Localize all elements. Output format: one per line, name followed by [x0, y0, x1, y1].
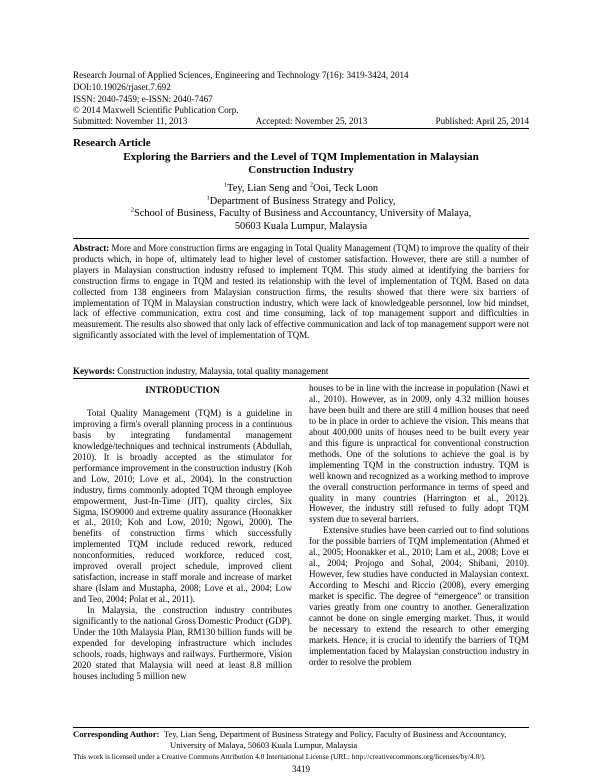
affiliation-3: 50603 Kuala Lumpur, Malaysia — [234, 220, 368, 232]
abstract — [73, 243, 529, 341]
abstract-text: More and More construction firms are engaging in Total Quality Management (TQM) to improve the quality of their products which, in hope of, ultimately lead to higher level of customer satisfaction. However, there are still a number of players in Malaysian construction industry refused to implement TQM. This study aimed at identifying the barriers for construction firms to engage in TQM and tested its relationship with the level of implementation of TQM. Based on data collected from 138 engineers from Malaysian construction firms, the results showed that there were six barriers of implementation of TQM in Malaysian construction industry, which were lack of knowledgeable personnel, low bid mindset, lack of effective communication, extra cost and time consuming, lack of top management support and difficulties in measurement. The results also showed that only lack of effective communication and lack of top management support were not significantly associated with the level of implementation of TQM. — [73, 243, 530, 341]
corresponding-label: Corresponding Author: — [73, 729, 160, 739]
license-note: This work is licensed under a Creative Commons Attribution 4.0 International License (URL: http://creativecommons.org/licenses/by/4.0/). — [73, 752, 486, 761]
corresponding-author: Corresponding Author: Tey, Lian Seng, Department of Business Strategy and Policy, Faculty of Business and Accountancy, University of Malaya, 50603 Kuala Lumpur, Malaysia — [73, 729, 507, 750]
intro-paragraph-3: houses to be in line with the increase in population (Nawi et al., 2010). However, as in 2009, only 4.32 million houses have been built and there are still 4 million houses that need to be in place in order to achieve the vision. This means that about 400,000 units of houses need to be built every year and this figure is unpractical for conventional construction methods. One of the solutions to achieve the goal is by implementing TQM in the construction industry. TQM is well known and recognized as a working method to improve the overall construction performance in terms of speed and quality in many countries (Harrington et al., 2012). However, the industry still refused to fully adopt TQM system due to several barriers. — [309, 383, 529, 525]
abstract-top-rule — [73, 238, 529, 239]
journal-citation: Research Journal of Applied Sciences, Engineering and Technology 7(16): 3419-3424, 2014 — [73, 70, 409, 80]
keywords-label: Keywords: — [73, 366, 115, 376]
issn: ISSN: 2040-7459; e-ISSN: 2040-7467 — [73, 94, 213, 104]
keywords — [73, 366, 529, 376]
doi: DOI:10.19026/rjaset.7.692 — [73, 82, 171, 92]
dates-row — [73, 116, 529, 126]
submitted-date: Submitted: November 11, 2013 — [73, 116, 188, 126]
footer-rule — [73, 727, 529, 728]
article-title: Exploring the Barriers and the Level of TQM Implementation in Malaysian Construction Industry — [123, 151, 479, 176]
right-column — [309, 383, 529, 668]
left-column — [73, 386, 292, 682]
intro-paragraph-2: In Malaysia, the construction industry contributes significantly to the national Gross Domestic Product (GDP). Under the 10th Malaysia Plan, RM130 billion funds will be expended for developing infrastructure which includes schools, roads, highways and railways. Furthermore, Vision 2020 stated that Malaysia will need at least 8.8 million houses including 5 million new — [73, 605, 292, 681]
intro-paragraph-4: Extensive studies have been carried out to find solutions for the possible barriers of TQM implementation (Ahmed et al., 2005; Hoonakker et al., 2010; Lam et al., 2008; Love et al., 2004; Projogo and Sohal, 2004; Shibani, 2010). However, few studies have conducted in Malaysian context. According to Meschi and Riccio (2008), every emerging market is specific. The degree of “emergence” or transition varies greatly from one country to another. Generalization cannot be done on single emerging market. Thus, it would be necessary to extend the research to other emerging markets. Hence, it is crucial to identify the barriers of TQM implementation faced by Malaysian construction industry in order to resolve the problem — [309, 525, 529, 667]
authors: $^1$Tey, Lian Seng and $^2$Ooi, Teck Loon — [223, 181, 379, 194]
affiliation-1: $^1$Department of Business Strategy and Policy, — [206, 194, 396, 207]
abstract-label: Abstract: — [73, 243, 110, 253]
published-date: Published: April 25, 2014 — [435, 116, 529, 126]
keywords-text: Construction industry, Malaysia, total quality management — [117, 366, 329, 376]
page-number: 3419 — [292, 764, 310, 774]
abstract-bottom-rule — [73, 378, 529, 379]
authors-block — [73, 183, 529, 233]
article-type: Research Article — [73, 137, 151, 149]
copyright: © 2014 Maxwell Scientific Publication Corp. — [73, 105, 239, 115]
accepted-date: Accepted: November 25, 2013 — [255, 116, 368, 126]
header-rule — [73, 128, 529, 129]
intro-paragraph-1: Total Quality Management (TQM) is a guideline in improving a firm's overall planning process in a continuous basis by integrating fundamental management knowledge/techniques and technical instruments (Abdullah, 2010). It is broadly accepted as the stimulator for performance improvement in the construction industry (Koh and Low, 2010; Love et al., 2004). In the construction industry, firms commonly adopted TQM through employee empowerment, Just-In-Time (JIT), quality circles, Six Sigma, ISO9000 and extreme quality assurance (Hoonakker et al., 2010; Koh and Low, 2010; Ngowi, 2000). The benefits of construction firms which successfully implemented TQM include reduced rework, reduced nonconformities, reduced workforce, reduced cost, improved overall project schedule, improved client satisfaction, increase in staff morale and increase of market share (Islam and Mustapha, 2008; Love et al., 2004; Low and Teo, 2004; Polat et al., 2011). — [73, 407, 292, 605]
affiliation-2: $^2$School of Business, Faculty of Business and Accountancy, University of Malaya, — [130, 206, 472, 219]
section-heading: INTRODUCTION — [145, 386, 220, 396]
